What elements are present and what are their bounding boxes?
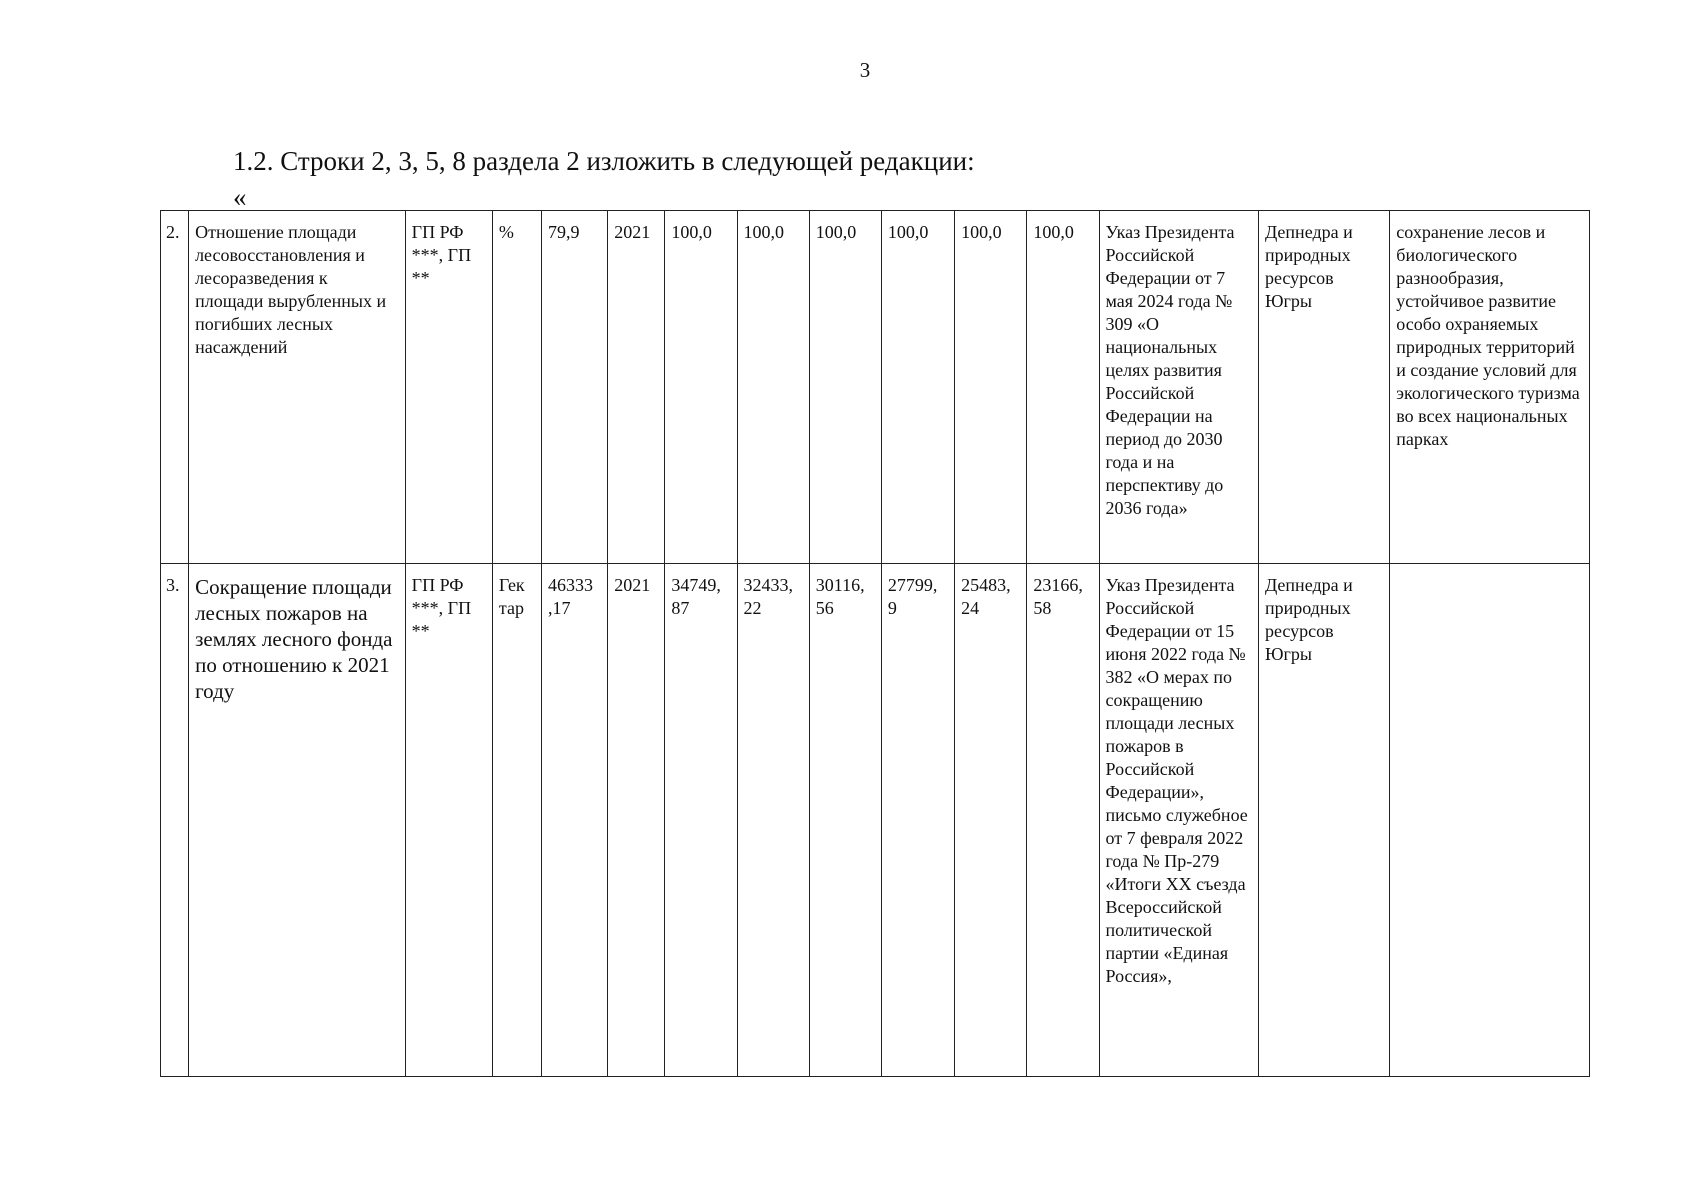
basis-document: Указ Президента Российской Федерации от 7 мая 2024 года № 309 «О национальных целях развития Российской Федерации на период до 2030 года и на перспективу до 2036 года»: [1099, 211, 1258, 564]
section-heading: 1.2. Строки 2, 3, 5, 8 раздела 2 изложить в следующей редакции:: [233, 146, 975, 176]
goal-link: сохранение лесов и биологического разнообразия, устойчивое развитие особо охраняемых природных территорий и создание условий для экологического туризма во всех национальных парках: [1390, 211, 1590, 564]
year-value-1: 100,0: [665, 211, 737, 564]
base-value: 79,9: [542, 211, 608, 564]
basis-document: Указ Президента Российской Федерации от 15 июня 2022 года № 382 «О мерах по сокращению площади лесных пожаров в Российской Федерации», письмо служебное от 7 февраля 2022 года № Пр-279 «Итоги XX съезда Всероссийской политической партии «Единая Россия»,: [1099, 564, 1258, 1077]
year-value-4: 27799, 9: [881, 564, 954, 1077]
year-value-3: 30116, 56: [809, 564, 881, 1077]
year-value-1: 34749, 87: [665, 564, 737, 1077]
indicator-level: ГП РФ ***, ГП **: [405, 211, 492, 564]
row-number: 2.: [161, 211, 189, 564]
year-value-2: 100,0: [737, 211, 809, 564]
year-value-5: 100,0: [955, 211, 1027, 564]
opening-quote: «: [233, 182, 247, 212]
unit-of-measure: %: [492, 211, 541, 564]
year-value-6: 100,0: [1027, 211, 1099, 564]
responsible-body: Депнедра и природных ресурсов Югры: [1258, 211, 1389, 564]
table-row: [161, 564, 1590, 1077]
indicator-name: Сокращение площади лесных пожаров на землях лесного фонда по отношению к 2021 году: [189, 564, 406, 1077]
unit-of-measure: Гек тар: [492, 564, 541, 1077]
row-number: 3.: [161, 564, 189, 1077]
goal-link: [1390, 564, 1590, 1077]
table-row: [161, 211, 1590, 564]
year-value-6: 23166, 58: [1027, 564, 1099, 1077]
indicators-table: [160, 210, 1590, 1077]
base-value: 46333 ,17: [542, 564, 608, 1077]
base-year: 2021: [608, 564, 665, 1077]
page-number: 3: [859, 58, 871, 82]
year-value-5: 25483, 24: [955, 564, 1027, 1077]
responsible-body: Депнедра и природных ресурсов Югры: [1258, 564, 1389, 1077]
year-value-4: 100,0: [881, 211, 954, 564]
base-year: 2021: [608, 211, 665, 564]
indicator-name: Отношение площади лесовосстановления и лесоразведения к площади вырубленных и погибших лесных насаждений: [189, 211, 406, 564]
indicator-level: ГП РФ ***, ГП **: [405, 564, 492, 1077]
year-value-2: 32433, 22: [737, 564, 809, 1077]
year-value-3: 100,0: [809, 211, 881, 564]
